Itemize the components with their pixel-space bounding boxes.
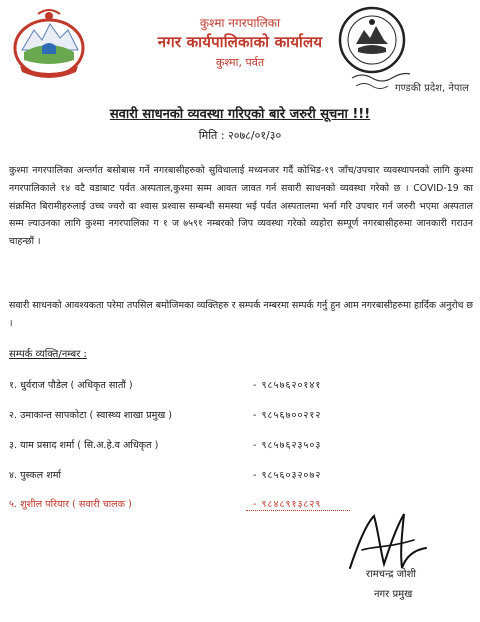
- contact-phone: - ९८५६७००२१२: [253, 410, 322, 421]
- notice-date: मिति : २०७८/०१/३०: [198, 129, 282, 142]
- contact-name: ५. शुशील परियार ( सवारी चालक ): [9, 499, 132, 510]
- contact-name: ४. पुस्कल शर्मा: [9, 470, 61, 481]
- contact-phone: - ९८५७६२०१४१: [253, 380, 322, 391]
- contacts-heading: सम्पर्क व्यक्ति/नम्बर :: [9, 349, 87, 360]
- contact-row: [9, 408, 469, 424]
- dotted-underline: [246, 510, 350, 511]
- signer-name: रामचन्द्र जोशी: [366, 569, 416, 580]
- contact-phone: - ९८५७६२३५०३: [253, 440, 322, 451]
- notice-paragraph-2: सवारी साधनको आवश्यकता परेमा तपसिल बमोजिमका व्यक्तिहरु र सम्पर्क नम्बरमा सम्पर्क गर्नु हुन आम नगरबासीहरुमा हार्दिक अनुरोध छ ।: [9, 300, 473, 329]
- contact-row: [9, 378, 469, 394]
- contact-name: २. उमाकान्त सापकोटा ( स्वास्थ्य शाखा प्रमुख ): [9, 410, 172, 421]
- signer-title: नगर प्रमुख: [374, 589, 413, 600]
- handwritten-signature: [344, 510, 434, 572]
- contact-phone: - ९८४८९१३८२९: [253, 499, 322, 510]
- contact-name: १. धुर्वराज पौडेल ( अधिकृत सातौं ): [9, 380, 133, 391]
- office-location: कुश्मा, पर्वत: [215, 56, 265, 69]
- office-name: नगर कार्यपालिकाको कार्यालय: [157, 33, 323, 51]
- contact-name: ३. याम प्रसाद शर्मा ( सि.अ.हे.व अधिकृत ): [9, 440, 159, 451]
- notice-paragraph-1: कुश्मा नगरपालिका अन्तर्गत बसोबास गर्ने नगरबासीहरुको सुविधालाई मध्यनजर गर्दै कोभिड-१९ जाँच/उपचार व्यवस्थापनको लागि कुश्मा नगरपालिकाले १४ वटै वडाबाट पर्वत अस्पताल,कुश्मा सम्म आवत जावत गर्न सवारी साधनको व्यवस्था गरेको छ । COVID-19 का संक्रमित बिरामीहरुलाई उच्च ज्वरो वा श्वास प्रश्वास सम्बन्धी समस्या भई पर्वत अस्पतालमा भर्ना गरि उपचार गर्न जरुरी भएमा अस्पताल सम्म ल्याउनका लागि कुश्मा नगरपालिका ग १ ज ७५९१ नम्बरको जिप व्यवस्था गरेको व्यहोरा सम्पूर्ण नगरबासीहरुमा जानकारी गराउन चाहन्छौं ।: [9, 165, 473, 248]
- contact-phone: - ९८५६०३२०७२: [253, 470, 322, 481]
- province-name: गण्डकी प्रदेश, नेपाल: [395, 83, 469, 94]
- notice-title: सवारी साधनको व्यवस्था गरिएको बारे जरुरी सूचना !!!: [109, 107, 371, 122]
- contact-row: [9, 438, 469, 454]
- contact-row: [9, 468, 469, 484]
- municipality-name: कुश्मा नगरपालिका: [199, 16, 281, 30]
